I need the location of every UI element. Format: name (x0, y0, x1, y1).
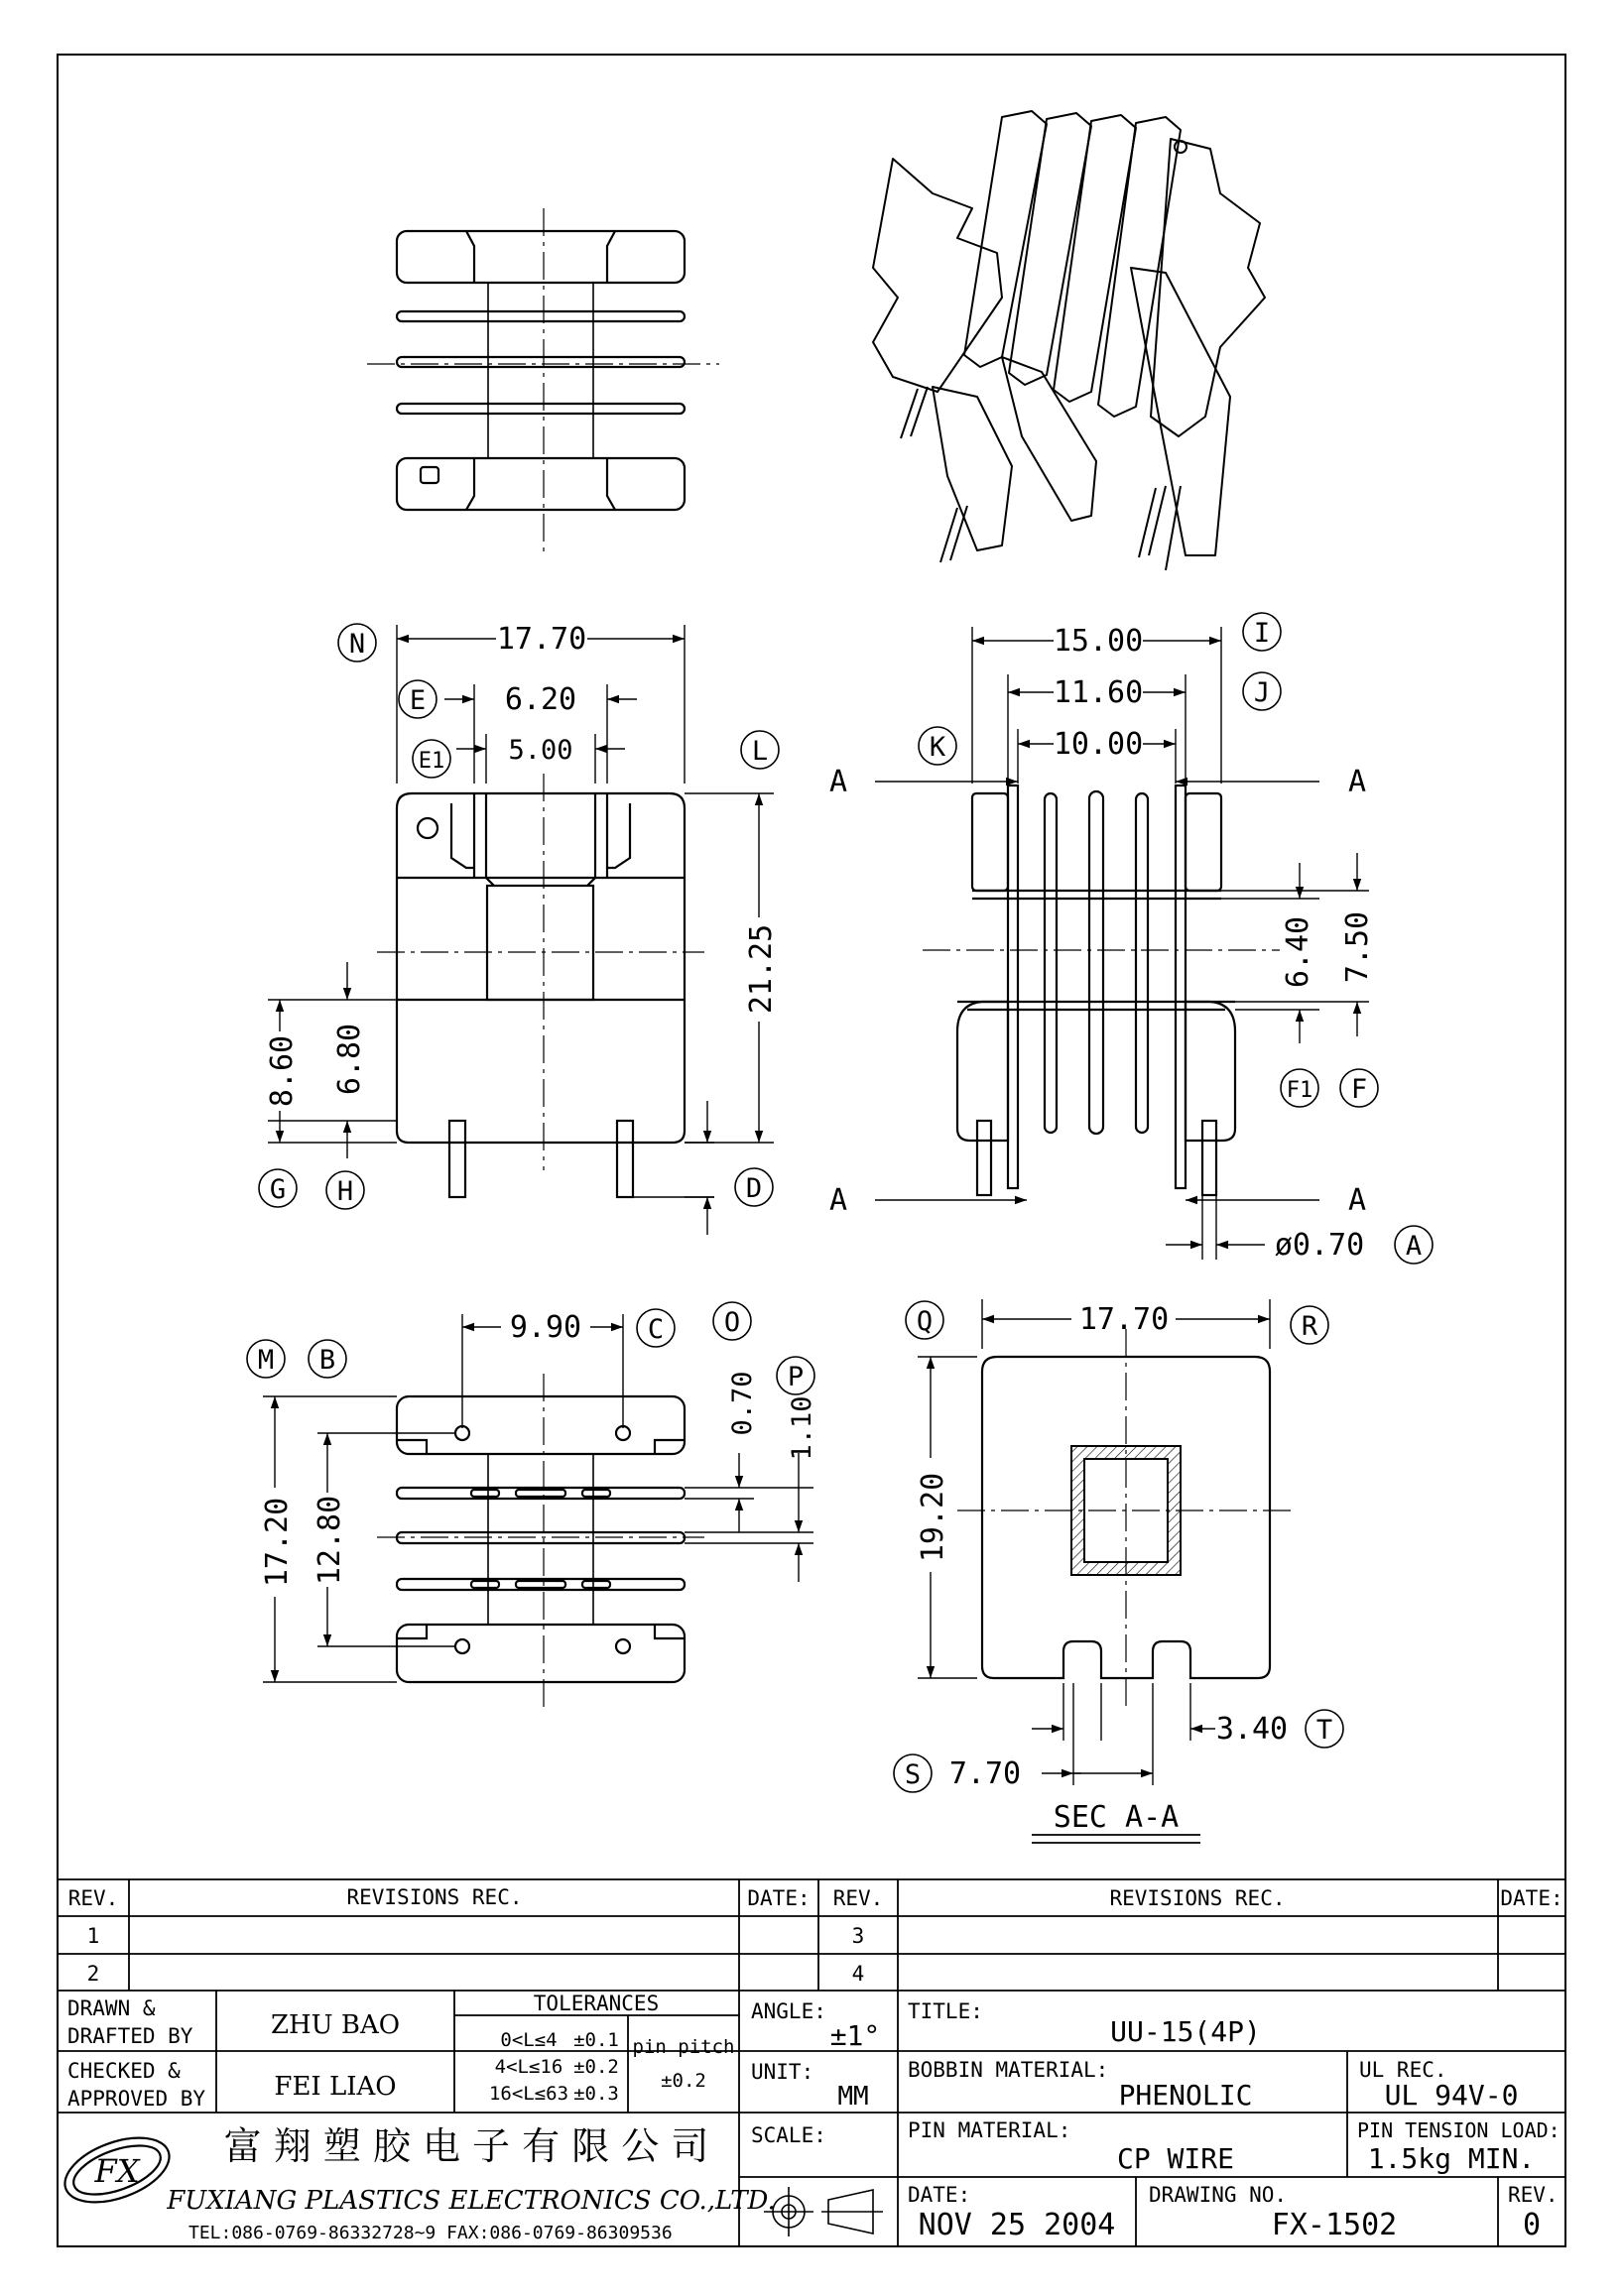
dim-side-gap-outer: 7.50 (1340, 910, 1375, 984)
label-E1: E1 (418, 749, 445, 774)
dim-bottom-pitch: 9.90 (509, 1310, 582, 1345)
section-view (894, 1299, 1343, 1843)
company-contact: TEL:086-0769-86332728~9 FAX:086-0769-86309536 (188, 2223, 673, 2243)
rev-row-3: 3 (851, 1924, 865, 1948)
dim-front-height: 21.25 (744, 923, 779, 1015)
checked-by: FEI LIAO (274, 2072, 397, 2102)
label-P: P (787, 1362, 805, 1392)
label-C: C (647, 1314, 665, 1345)
rev-label: REV. (1508, 2183, 1559, 2207)
title-block (57, 1879, 1565, 2246)
dim-section-slot: 3.40 (1215, 1712, 1289, 1747)
label-Q: Q (916, 1306, 934, 1337)
dim-section-slot-span: 7.70 (948, 1756, 1022, 1791)
company-name-en: FUXIANG PLASTICS ELECTRONICS CO.,LTD. (167, 2186, 776, 2216)
section-mark-right-bottom: A (1347, 1183, 1367, 1218)
label-R: R (1301, 1311, 1318, 1342)
drawing-no-value: FX-1502 (1271, 2208, 1398, 2242)
company-name-cn: 富 翔 塑 胶 电 子 有 限 公 司 (223, 2124, 709, 2168)
tol-range-3: 16<L≤63 (488, 2083, 569, 2105)
top-view (367, 208, 719, 555)
dim-side-inner: 10.00 (1053, 727, 1144, 762)
tolerances-title: TOLERANCES (533, 1992, 660, 2015)
dim-bottom-overall: 17.20 (260, 1497, 295, 1588)
checked-label-2: APPROVED BY (67, 2087, 206, 2111)
ul-value: UL 94V-0 (1384, 2079, 1519, 2112)
unit-label: UNIT: (751, 2060, 814, 2084)
projection-symbol (764, 2187, 883, 2236)
label-M: M (257, 1345, 275, 1376)
pin-material-label: PIN MATERIAL: (908, 2118, 1071, 2142)
dim-side-overall: 15.00 (1053, 624, 1144, 659)
rev-header-right: REV. (832, 1886, 884, 1910)
label-G: G (269, 1174, 287, 1205)
scale-label: SCALE: (751, 2123, 826, 2147)
tol-range-2: 4<L≤16 (494, 2056, 563, 2078)
title-value: UU-15(4P) (1110, 2015, 1261, 2048)
label-I: I (1253, 618, 1271, 649)
label-A: A (1405, 1231, 1423, 1262)
side-view (829, 613, 1433, 1264)
dim-side-mid: 11.60 (1053, 675, 1144, 710)
dim-front-pin-zone: 8.60 (265, 1034, 300, 1108)
section-mark-left-top: A (828, 765, 848, 799)
bottom-view (247, 1302, 817, 1711)
dim-front-slot-outer: 6.20 (504, 682, 577, 717)
label-E: E (409, 685, 427, 716)
svg-text:FX: FX (94, 2152, 140, 2190)
label-D: D (745, 1173, 763, 1204)
rev-row-4: 4 (851, 1962, 865, 1986)
label-K: K (929, 732, 946, 763)
section-mark-right-top: A (1347, 765, 1367, 799)
date-value: NOV 25 2004 (918, 2208, 1116, 2242)
bobbin-value: PHENOLIC (1118, 2079, 1253, 2112)
tol-range-1: 0<L≤4 (500, 2029, 558, 2051)
label-T: T (1315, 1715, 1333, 1746)
dim-bottom-hole: 0.70 (727, 1371, 758, 1436)
unit-value: MM (837, 2082, 869, 2112)
revisions-header-right: REVISIONS REC. (1109, 1886, 1286, 1910)
label-J: J (1253, 677, 1271, 708)
angle-value: ±1° (829, 2019, 881, 2052)
dim-front-pin-zone-inner: 6.80 (332, 1023, 367, 1096)
dim-side-gap-inner: 6.40 (1281, 915, 1315, 989)
angle-label: ANGLE: (751, 1999, 826, 2023)
drawn-by: ZHU BAO (270, 2010, 401, 2040)
company-logo (57, 2125, 179, 2215)
label-O: O (723, 1307, 741, 1338)
dim-front-width: 17.70 (496, 622, 587, 657)
tol-value-3: ±0.3 (573, 2083, 619, 2105)
title-label: TITLE: (908, 1999, 983, 2023)
label-N: N (348, 629, 366, 660)
pin-tension-value: 1.5kg MIN. (1367, 2142, 1536, 2175)
ul-label: UL REC. (1359, 2058, 1447, 2082)
section-mark-left-bottom: A (828, 1183, 848, 1218)
label-H: H (336, 1176, 354, 1207)
rev-row-1: 1 (86, 1924, 100, 1948)
drawn-label-1: DRAWN & (67, 1996, 156, 2020)
pin-pitch-tol: ±0.2 (661, 2070, 706, 2092)
pin-pitch-label: pin pitch (632, 2036, 735, 2058)
date-header-right: DATE: (1500, 1886, 1563, 1910)
dim-section-width: 17.70 (1078, 1302, 1170, 1337)
label-F: F (1350, 1074, 1368, 1105)
dim-front-slot-inner: 5.00 (508, 735, 573, 766)
pin-material-value: CP WIRE (1116, 2142, 1235, 2175)
dim-bottom-pin: 1.10 (787, 1395, 817, 1461)
dim-side-pin-dia: ø0.70 (1274, 1228, 1365, 1263)
checked-label-1: CHECKED & (67, 2059, 181, 2083)
dim-bottom-inner: 12.80 (312, 1495, 347, 1586)
tol-value-1: ±0.1 (573, 2029, 619, 2051)
drawing-no-label: DRAWING NO. (1149, 2183, 1288, 2207)
label-B: B (318, 1345, 336, 1376)
bobbin-label: BOBBIN MATERIAL: (908, 2058, 1109, 2082)
section-caption: SEC A-A (1053, 1800, 1180, 1835)
label-S: S (904, 1759, 922, 1790)
rev-row-2: 2 (86, 1962, 100, 1986)
date-label: DATE: (908, 2183, 971, 2207)
rev-header-left: REV. (67, 1886, 119, 1910)
date-header-left: DATE: (747, 1886, 811, 1910)
front-view (259, 622, 779, 1235)
tol-value-2: ±0.2 (573, 2056, 619, 2078)
dim-section-height: 19.20 (916, 1472, 950, 1563)
rev-value: 0 (1522, 2208, 1542, 2242)
revisions-header-left: REVISIONS REC. (346, 1885, 523, 1909)
drawing-frame (58, 55, 1565, 2246)
label-L: L (751, 736, 769, 767)
label-F1: F1 (1286, 1078, 1313, 1103)
isometric-view (873, 111, 1265, 570)
drawn-label-2: DRAFTED BY (67, 2024, 193, 2048)
pin-tension-label: PIN TENSION LOAD: (1357, 2118, 1561, 2142)
